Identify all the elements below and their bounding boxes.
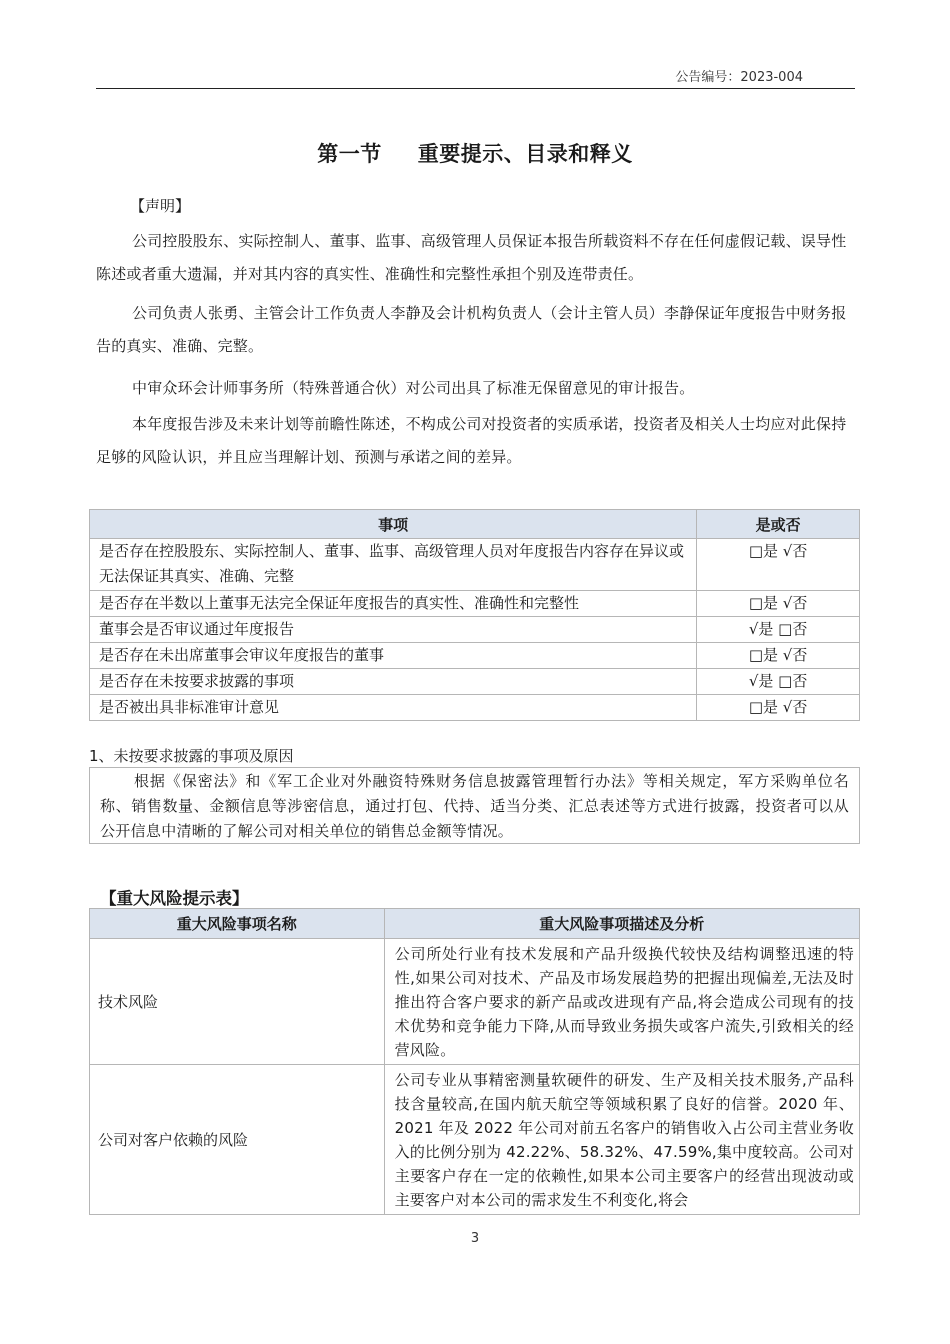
table-header-row [90, 909, 860, 939]
risk-table-title: 【重大风险提示表】 [100, 889, 249, 908]
table-row [90, 669, 860, 695]
row-answer: □是 √否 [697, 643, 860, 669]
announcement-number: 公告编号：2023-004 [675, 70, 803, 85]
row-answer: □是 √否 [697, 695, 860, 721]
page-number: 3 [470, 1231, 480, 1246]
risk-name: 技术风险 [90, 939, 385, 1065]
column-header-item: 事项 [90, 510, 697, 539]
table-header-row [90, 510, 860, 539]
row-item: 是否被出具非标准审计意见 [90, 695, 697, 721]
table-row [90, 939, 860, 1065]
section-heading: 重要提示、目录和释义 [417, 142, 633, 166]
row-item: 董事会是否审议通过年度报告 [90, 617, 697, 643]
row-answer: √是 □否 [697, 669, 860, 695]
statement-label: 【声明】 [130, 197, 191, 215]
column-header-risk-desc: 重大风险事项描述及分析 [384, 909, 859, 939]
risk-table [89, 908, 860, 1215]
yes-no-table [89, 509, 860, 721]
row-answer: √是 □否 [697, 617, 860, 643]
section-number: 第一节 [317, 142, 382, 166]
table-row [90, 695, 860, 721]
table-row [90, 643, 860, 669]
statement-paragraph: 中审众环会计师事务所（特殊普通合伙）对公司出具了标准无保留意见的审计报告。 [132, 379, 695, 397]
undisclosed-reason-box: 根据《保密法》和《军工企业对外融资特殊财务信息披露管理暂行办法》等相关规定，军方采购单位名称、销售数量、金额信息等涉密信息，通过打包、代持、适当分类、汇总表述等方式进行披露，投资者可以从公开信息中清晰的了解公司对相关单位的销售总金额等情况。 [89, 767, 860, 844]
risk-description: 公司专业从事精密测量软硬件的研发、生产及相关技术服务,产品科技含量较高,在国内航天航空等领域积累了良好的信誉。2020 年、2021 年及 2022 年公司对前五名客户的销售收入占公司主营业务收入的比例分别为 42.22%、58.32%、47.59%,集中度较高。公司对主要客户存在一定的依赖性,如果本公司主要客户的经营出现波动或主要客户对本公司的需求发生不利变化,将会 [384, 1065, 859, 1215]
undisclosed-title: 1、未按要求披露的事项及原因 [89, 747, 294, 765]
column-header-answer: 是或否 [697, 510, 860, 539]
statement-paragraph: 本年度报告涉及未来计划等前瞻性陈述，不构成公司对投资者的实质承诺，投资者及相关人士均应对此保持足够的风险认识，并且应当理解计划、预测与承诺之间的差异。 [96, 415, 847, 466]
row-item: 是否存在未出席董事会审议年度报告的董事 [90, 643, 697, 669]
table-row [90, 591, 860, 617]
row-answer: □是 √否 [697, 539, 860, 591]
row-item: 是否存在未按要求披露的事项 [90, 669, 697, 695]
header-divider [96, 88, 855, 89]
row-item: 是否存在控股股东、实际控制人、董事、监事、高级管理人员对年度报告内容存在异议或无法保证其真实、准确、完整 [90, 539, 697, 591]
table-row [90, 539, 860, 591]
risk-description: 公司所处行业有技术发展和产品升级换代较快及结构调整迅速的特性,如果公司对技术、产品及市场发展趋势的把握出现偏差,无法及时推出符合客户要求的新产品或改进现有产品,将会造成公司现有的技术优势和竞争能力下降,从而导致业务损失或客户流失,引致相关的经营风险。 [384, 939, 859, 1065]
statement-paragraph: 公司负责人张勇、主管会计工作负责人李静及会计机构负责人（会计主管人员）李静保证年度报告中财务报告的真实、准确、完整。 [96, 304, 847, 355]
section-title [0, 138, 950, 168]
row-answer: □是 √否 [697, 591, 860, 617]
statement-paragraph: 公司控股股东、实际控制人、董事、监事、高级管理人员保证本报告所载资料不存在任何虚假记载、误导性陈述或者重大遗漏，并对其内容的真实性、准确性和完整性承担个别及连带责任。 [96, 232, 847, 283]
risk-name: 公司对客户依赖的风险 [90, 1065, 385, 1215]
column-header-risk-name: 重大风险事项名称 [90, 909, 385, 939]
table-row [90, 1065, 860, 1215]
row-item: 是否存在半数以上董事无法完全保证年度报告的真实性、准确性和完整性 [90, 591, 697, 617]
table-row [90, 617, 860, 643]
